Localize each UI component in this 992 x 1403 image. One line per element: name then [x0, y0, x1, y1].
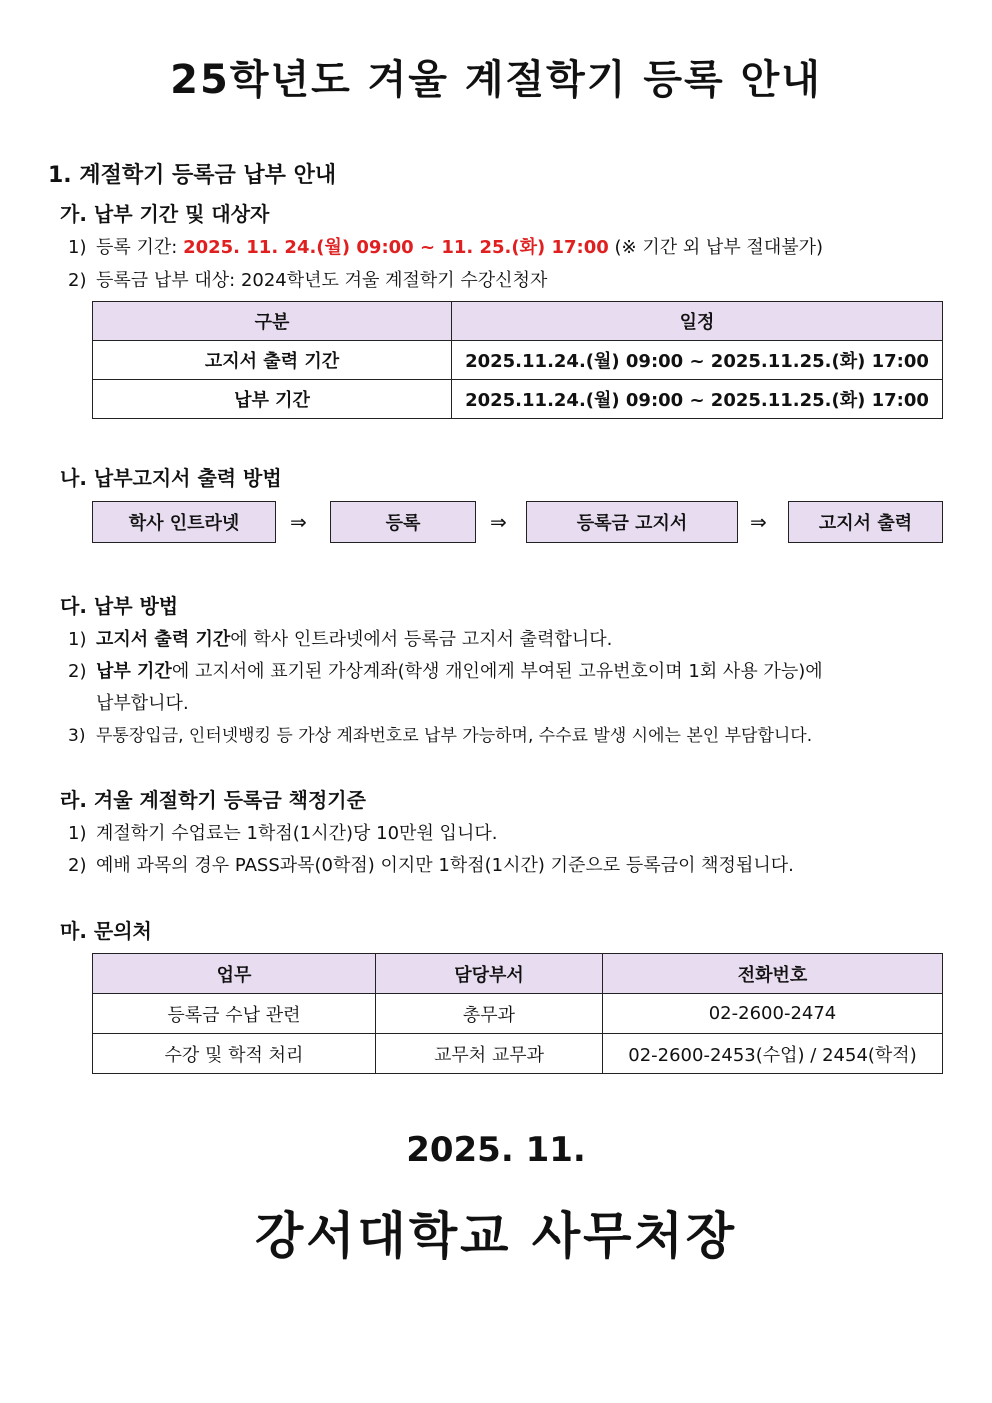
- target-line: [68, 266, 547, 292]
- method-text: 에 고지서에 표기된 가상계좌(학생 개인에게 부여된 고유번호이며 1회 사용 가능)에: [171, 661, 823, 682]
- table-header: 구분: [93, 302, 452, 341]
- page-title: 25학년도 겨울 계절학기 등록 안내: [170, 57, 822, 103]
- issue-date: 2025. 11.: [406, 1130, 586, 1170]
- table-row: [93, 994, 943, 1034]
- arrow-icon: ⇒: [490, 510, 507, 534]
- period-note: (※ 기간 외 납부 절대불가): [608, 237, 824, 258]
- item-number: 2): [68, 661, 87, 682]
- flow-step-register: 등록: [330, 501, 476, 543]
- subsection-ga-heading: 가. 납부 기간 및 대상자: [60, 202, 270, 226]
- method-item-2: [68, 657, 823, 683]
- phone-number: 02-2600-2453(수업) / 2454(학적): [603, 1034, 943, 1074]
- table-header: 담당부서: [376, 954, 603, 994]
- period-label: 등록 기간:: [96, 237, 184, 258]
- flow-step-print: 고지서 출력: [788, 501, 943, 543]
- item-number: 2): [68, 855, 87, 876]
- schedule-table: [92, 301, 943, 419]
- table-cell: 납부 기간: [93, 380, 452, 419]
- arrow-icon: ⇒: [290, 510, 307, 534]
- section-heading: 1. 계절학기 등록금 납부 안내: [48, 163, 337, 188]
- table-header: 일정: [452, 302, 943, 341]
- contact-table: [92, 953, 943, 1074]
- period-line: [68, 233, 823, 259]
- criteria-text: 계절학기 수업료는 1학점(1시간)당 10만원 입니다.: [96, 823, 498, 844]
- target-text: 등록금 납부 대상: 2024학년도 겨울 계절학기 수강신청자: [96, 270, 548, 291]
- method-text: 무통장입금, 인터넷뱅킹 등 가상 계좌번호로 납부 가능하며, 수수료 발생 시에는 본인 부담합니다.: [96, 726, 813, 746]
- subsection-da-heading: 다. 납부 방법: [60, 594, 179, 618]
- method-text: 에 학사 인트라넷에서 등록금 고지서 출력합니다.: [230, 629, 613, 650]
- flow-step-intranet: 학사 인트라넷: [92, 501, 276, 543]
- item-number: 1): [68, 823, 87, 844]
- arrow-icon: ⇒: [750, 510, 767, 534]
- table-header: 업무: [93, 954, 376, 994]
- period-dates: 2025. 11. 24.(월) 09:00 ~ 11. 25.(화) 17:00: [183, 237, 609, 258]
- table-cell: 고지서 출력 기간: [93, 341, 452, 380]
- method-item-1: [68, 625, 612, 651]
- method-item-3: [68, 721, 812, 746]
- item-number: 1): [68, 237, 87, 258]
- issuer-name: 강서대학교 사무처장: [254, 1207, 738, 1265]
- criteria-item-2: [68, 851, 794, 877]
- table-cell: 교무처 교무과: [376, 1034, 603, 1074]
- emphasis-text: 고지서 출력 기간: [96, 629, 231, 650]
- method-item-2-continued: 납부합니다.: [96, 693, 189, 714]
- subsection-na-heading: 나. 납부고지서 출력 방법: [60, 466, 282, 490]
- table-header: 전화번호: [603, 954, 943, 994]
- emphasis-text: 납부 기간: [96, 661, 172, 682]
- table-cell: 2025.11.24.(월) 09:00 ~ 2025.11.25.(화) 17:00: [452, 341, 943, 380]
- table-row: [93, 380, 943, 419]
- table-row: [93, 1034, 943, 1074]
- table-cell: 수강 및 학적 처리: [93, 1034, 376, 1074]
- table-cell: 2025.11.24.(월) 09:00 ~ 2025.11.25.(화) 17:00: [452, 380, 943, 419]
- criteria-item-1: [68, 819, 497, 845]
- item-number: 1): [68, 629, 87, 650]
- flow-step-tuition-bill: 등록금 고지서: [526, 501, 738, 543]
- item-number: 3): [68, 726, 86, 746]
- criteria-text: 예배 과목의 경우 PASS과목(0학점) 이지만 1학점(1시간) 기준으로 등록금이 책정됩니다.: [96, 855, 794, 876]
- table-cell: 총무과: [376, 994, 603, 1034]
- item-number: 2): [68, 270, 87, 291]
- phone-number: 02-2600-2474: [603, 994, 943, 1034]
- subsection-ra-heading: 라. 겨울 계절학기 등록금 책정기준: [60, 788, 366, 812]
- table-cell: 등록금 수납 관련: [93, 994, 376, 1034]
- table-row: [93, 341, 943, 380]
- subsection-ma-heading: 마. 문의처: [60, 919, 152, 943]
